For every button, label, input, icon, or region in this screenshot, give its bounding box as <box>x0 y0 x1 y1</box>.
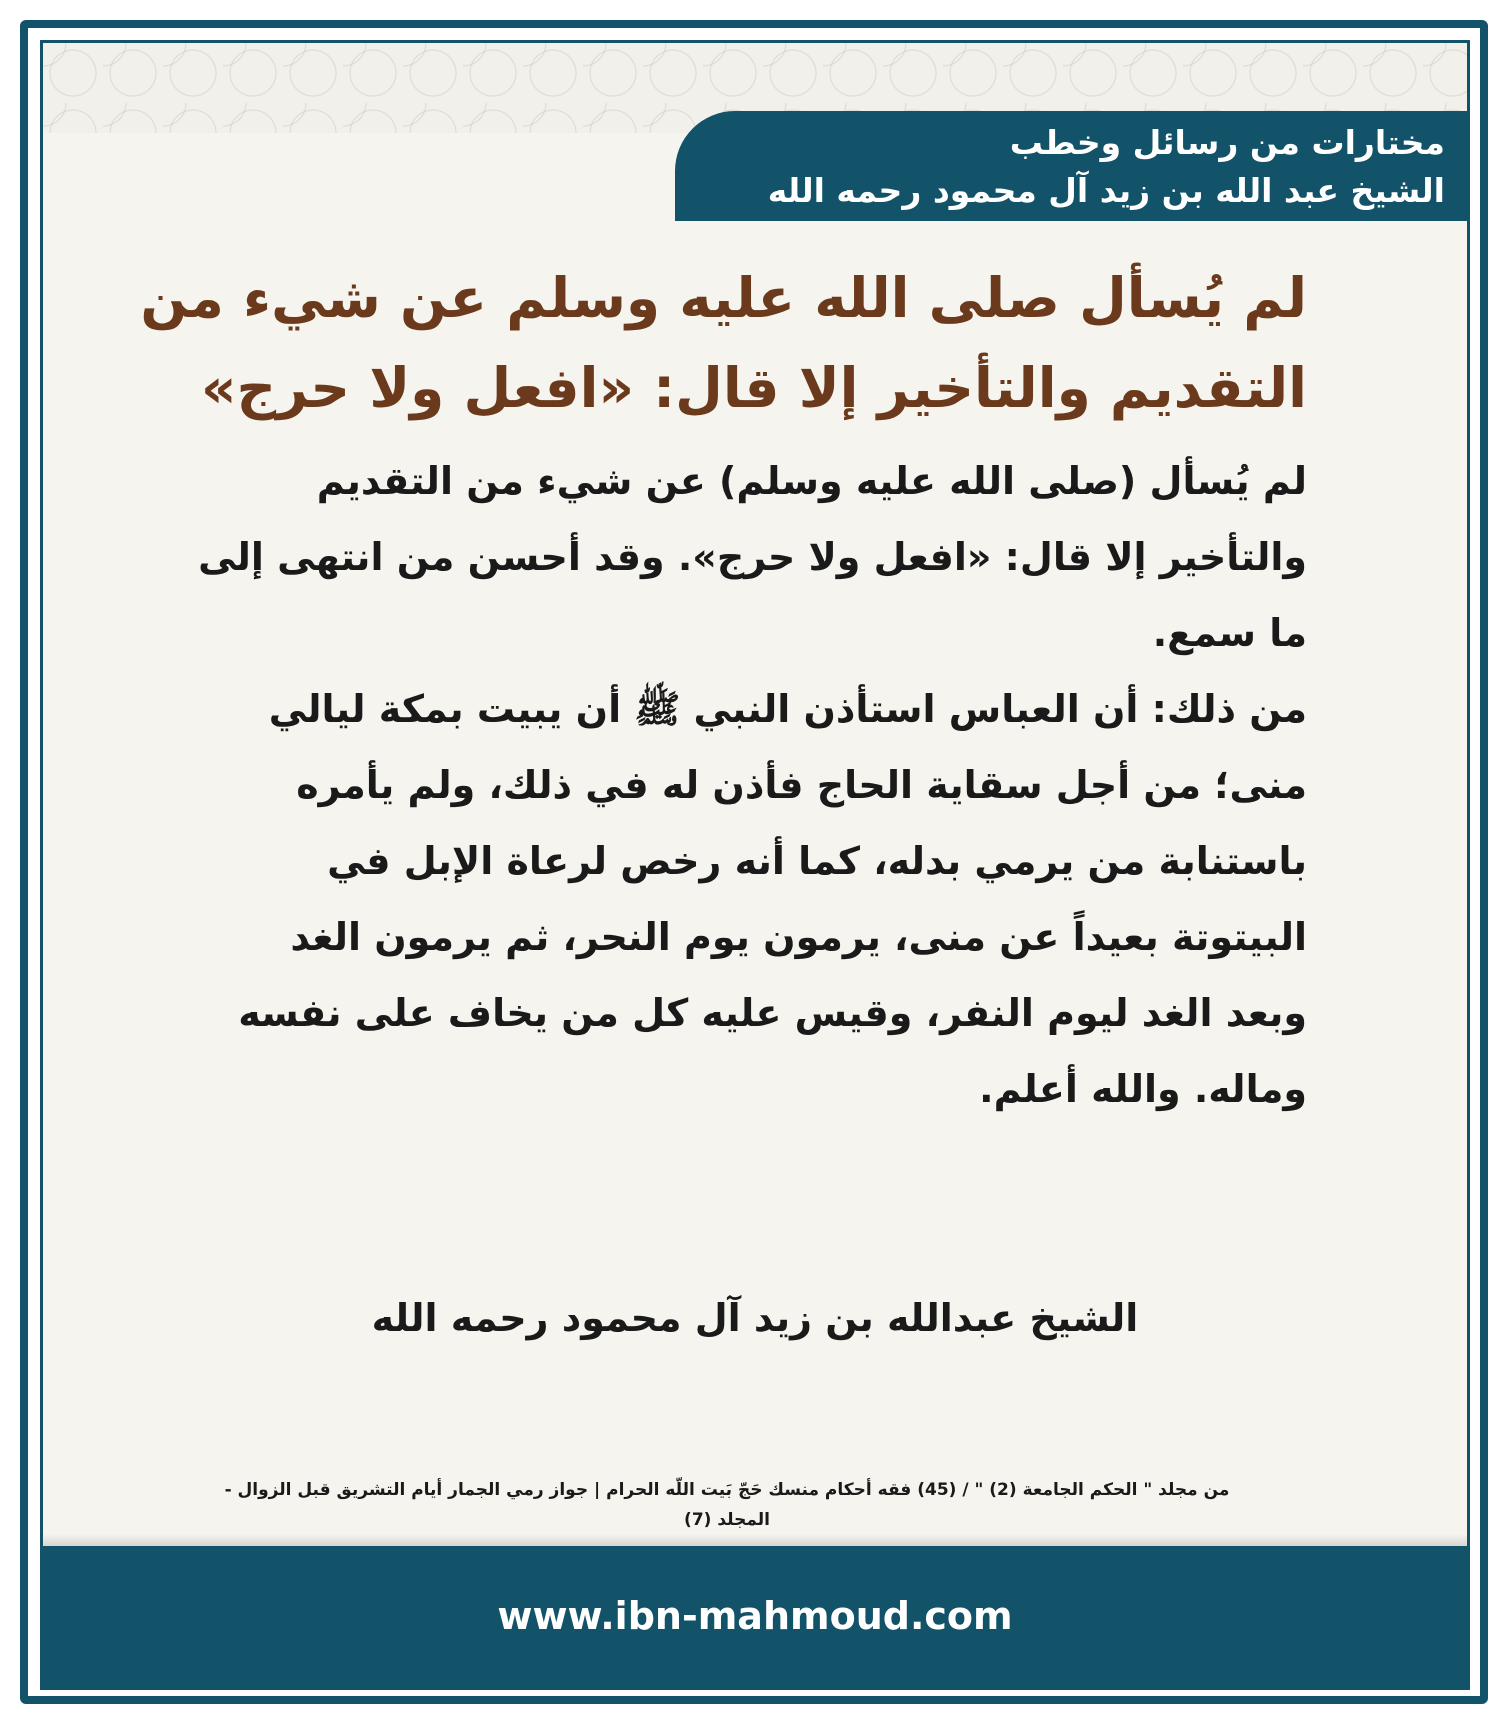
footer-shadow <box>43 1534 1467 1546</box>
body-line: منى؛ من أجل سقاية الحاج فأذن له في ذلك، ولم يأمره <box>296 763 1307 807</box>
body-line: لم يُسأل (صلى الله عليه وسلم) عن شيء من التقديم <box>316 459 1307 503</box>
author-signature: الشيخ عبدالله بن زيد آل محمود رحمه الله <box>371 1296 1139 1340</box>
body-line: وبعد الغد ليوم النفر، وقيس عليه كل من يخاف على نفسه <box>238 991 1307 1035</box>
page-title <box>140 253 1307 433</box>
title-line-1: لم يُسأل صلى الله عليه وسلم عن شيء من <box>140 266 1307 330</box>
source-citation <box>147 1475 1307 1535</box>
footer-bar <box>43 1546 1467 1687</box>
body-line: والتأخير إلا قال: «افعل ولا حرج». وقد أحسن من انتهى إلى <box>198 535 1307 579</box>
content-card <box>40 40 1470 1690</box>
body-line: ما سمع. <box>1152 611 1307 655</box>
header-banner <box>675 111 1467 221</box>
body-line: باستنابة من يرمي بدله، كما أنه رخص لرعاة الإبل في <box>327 839 1307 883</box>
header-series-title: مختارات من رسائل وخطب <box>1009 123 1445 162</box>
outer-frame <box>20 20 1488 1704</box>
website-link[interactable]: www.ibn-mahmoud.com <box>497 1594 1013 1638</box>
header-author-name: الشيخ عبد الله بن زيد آل محمود رحمه الله <box>767 171 1445 210</box>
title-line-2: التقديم والتأخير إلا قال: «افعل ولا حرج» <box>201 356 1307 420</box>
body-line: البيتوتة بعيداً عن منى، يرمون يوم النحر، ثم يرمون الغد <box>290 915 1307 959</box>
body-line: من ذلك: أن العباس استأذن النبي ﷺ أن يبيت بمكة ليالي <box>268 687 1307 731</box>
source-line-2: المجلد (7) <box>684 1510 770 1530</box>
source-line-1: من مجلد " الحكم الجامعة (2) " / (45) فقه أحكام منسك حَجّ بَيت اللّه الحرام | جواز رمي الجمار أيام التشريق قبل الزوال - <box>224 1480 1230 1500</box>
article-body <box>147 443 1307 1127</box>
body-line: وماله. والله أعلم. <box>979 1067 1307 1111</box>
